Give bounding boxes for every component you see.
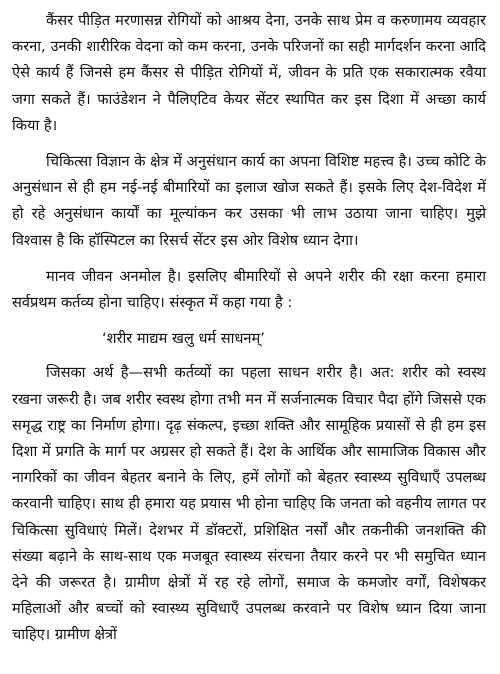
paragraph-research: चिकित्सा विज्ञान के क्षेत्र में अनुसंधान कार्य का अपना विशिष्ट महत्त्व है। उच्च कोटि के अनुसंधान से ही हम नई-नई बीमारियों का इलाज खोज सकते हैं। इसके लिए देश-विदेश में हो रहे अनुसंधान कार्यों का मूल्यांकन कर उसका भी लाभ उठाया जाना चाहिए। मुझे विश्वास है कि हॉस्पिटल का रिसर्च सेंटर इस ओर विशेष ध्यान देगा।: [12, 153, 486, 249]
paragraph-health-services: जिसका अर्थ है—सभी कर्तव्यों का पहला साधन शरीर है। अत: शरीर को स्वस्थ रखना जरूरी है। जब शरीर स्वस्थ होगा तभी मन में सर्जनात्मक विचार पैदा होंगे जिससे एक समृद्ध राष्ट्र का निर्माण होगा। दृढ़ संकल्प, इच्छा शक्ति और सामूहिक प्रयासों से ही हम इस दिशा में प्रगति के मार्ग पर अग्रसर हो सकते हैं। देश के आर्थिक और सामाजिक विकास और नागरिकों का जीवन बेहतर बनाने के लिए, हमें लोगों को बेहतर स्वास्थ्य सुविधाएँ उपलब्ध करवानी चाहिए। साथ ही हमारा यह प्रयास भी होना चाहिए कि जनता को वहनीय लागत पर चिकित्सा सुविधाएं मिलें। देशभर में डॉक्टरों, प्रशिक्षित नर्सों और तकनीकी जनशक्ति की संख्या बढ़ाने के साथ-साथ एक मजबूत स्वास्थ्य संरचना तैयार करने पर भी समुचित ध्यान देने की जरूरत है। ग्रामीण क्षेत्रों में रह रहे लोगों, समाज के कमजोर वर्गों, विशेषकर महिलाओं और बच्चों को स्वास्थ्य सुविधाएँ उपलब्ध करवाने पर विशेष ध्यान दिया जाना चाहिए। ग्रामीण क्षेत्रों: [12, 364, 486, 644]
sanskrit-quote: ‘शरीर माद्यम खलु धर्म साधनम्’: [102, 330, 265, 348]
paragraph-palliative-care: कैंसर पीड़ित मरणासन्न रोगियों को आश्रय देना, उनके साथ प्रेम व करुणामय व्यवहार करना, उनकी शारीरिक वेदना को कम करना, उनके परिजनों का सही मार्गदर्शन करना आदि ऐसे कार्य हैं जिनसे हम कैंसर से पीड़ित रोगियों में, जीवन के प्रति एक सकारात्मक रवैया जगा सकते हैं। फाउंडेशन ने पैलिएटिव केयर सेंटर स्थापित कर इस दिशा में अच्छा कार्य किया है।: [12, 12, 486, 134]
paragraph-human-life: मानव जीवन अनमोल है। इसलिए बीमारियों से अपने शरीर की रक्षा करना हमारा सर्वप्रथम कर्तव्य होना चाहिए। संस्कृत में कहा गया है :: [12, 267, 486, 312]
